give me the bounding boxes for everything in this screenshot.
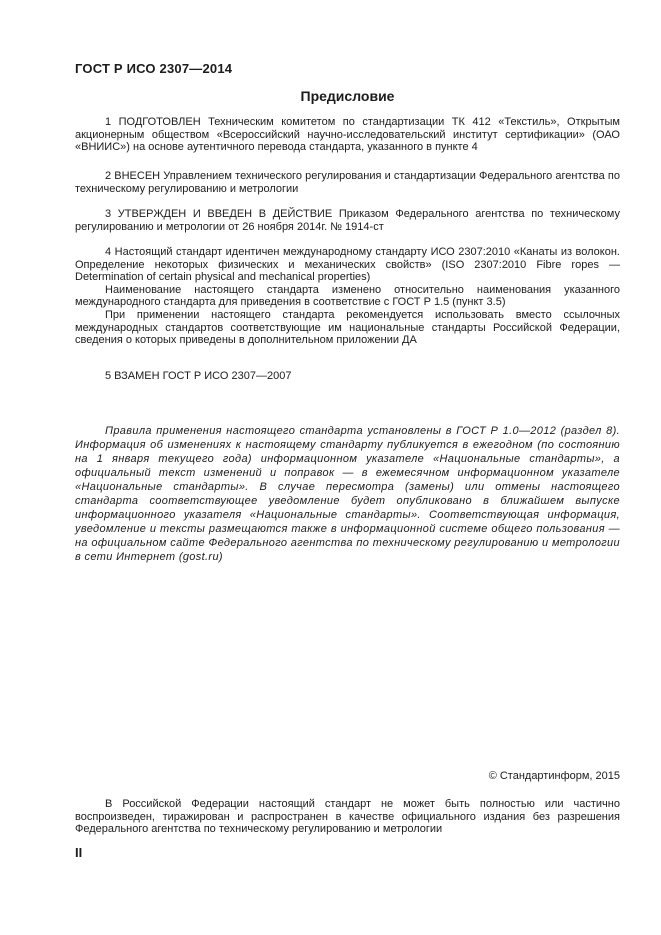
- foreword-clause-1: [75, 116, 620, 154]
- clause-4-text: 4 Настоящий стандарт идентичен международному стандарту ИСО 2307:2010 «Канаты из волокон. Определение некоторых физических и механических свойств» (ISO 2307:2010 Fibre ropes — Determination of certain physical and mechanical properties): [75, 246, 620, 284]
- clause-2-text: 2 ВНЕСЕН Управлением технического регулирования и стандартизации Федерального агентства по техническому регулированию и метрологии: [75, 170, 620, 195]
- reproduction-restriction: [75, 798, 620, 836]
- clause-4-naming-note: Наименование настоящего стандарта изменено относительно наименования указанного международного стандарта для приведения в соответствие с ГОСТ Р 1.5 (пункт 3.5): [75, 283, 620, 309]
- foreword-clause-4: [75, 246, 620, 347]
- section-title-foreword: Предисловие: [300, 88, 395, 104]
- clause-3-text: 3 УТВЕРЖДЕН И ВВЕДЕН В ДЕЙСТВИЕ Приказом Федерального агентства по техническому регулированию и метрологии от 26 ноября 2014г. № 1914-ст: [75, 208, 620, 233]
- clause-1-text: 1 ПОДГОТОВЛЕН Техническим комитетом по стандартизации ТК 412 «Текстиль», Открытым акционерным обществом «Всероссийский научно-исследовательский институт сертификации» (ОАО «ВНИИС») на основе аутентичного перевода стандарта, указанного в пункте 4: [75, 116, 620, 154]
- clause-4-reference-note: При применении настоящего стандарта рекомендуется использовать вместо ссылочных международных стандартов соответствующие им национальные стандарты Российской Федерации, сведения о которых приведены в дополнительном приложении ДА: [75, 308, 620, 347]
- copyright-notice: © Стандартинформ, 2015: [488, 770, 620, 782]
- application-rules-note: [75, 424, 620, 564]
- page-number: II: [75, 845, 83, 860]
- foreword-clause-2: [75, 170, 620, 195]
- application-rules-text: Правила применения настоящего стандарта установлены в ГОСТ Р 1.0—2012 (раздел 8). Информация об изменениях к настоящему стандарту публикуется в ежегодном (по состоянию на 1 января текущего года) информационном указателе «Национальные стандарты», а официальный текст изменений и поправок — в ежемесячном информационном указателе «Национальные стандарты». В случае пересмотра (замены) или отмены настоящего стандарта соответствующее уведомление будет опубликовано в ближайшем выпуске информационного указателя «Национальные стандарты». Соответствующая информация, уведомление и тексты размещаются также в информационной системе общего пользования — на официальном сайте Федерального агентства по техническому регулированию и метрологии в сети Интернет (gost.ru): [75, 425, 620, 563]
- foreword-clause-5: [75, 370, 620, 383]
- foreword-clause-3: [75, 208, 620, 233]
- reproduction-restriction-text: В Российской Федерации настоящий стандарт не может быть полностью или частично воспроизведен, тиражирован и распространен в качестве официального издания без разрешения Федерального агентства по техническому регулированию и метрологии: [75, 798, 620, 836]
- document-designation: ГОСТ Р ИСО 2307—2014: [75, 61, 233, 76]
- clause-5-text: 5 ВЗАМЕН ГОСТ Р ИСО 2307—2007: [105, 370, 292, 382]
